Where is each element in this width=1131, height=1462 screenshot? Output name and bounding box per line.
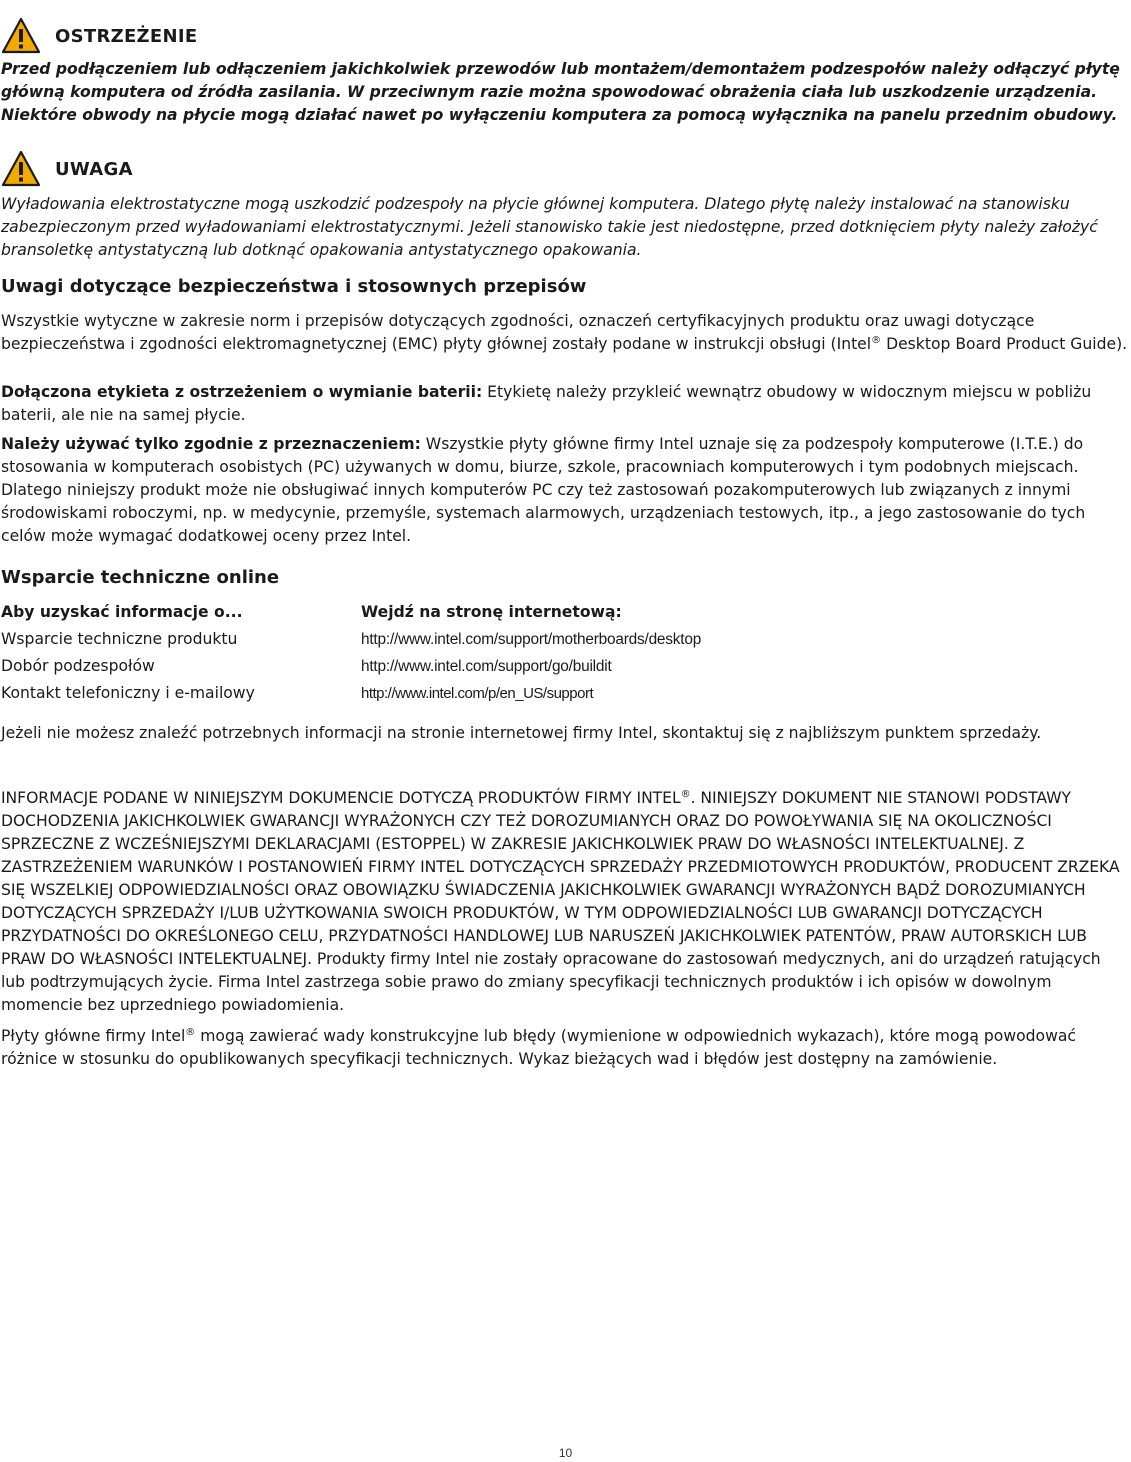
registered-mark: ® xyxy=(185,1026,196,1038)
support-topic: Wsparcie techniczne produktu xyxy=(1,630,238,648)
errata-text: Płyty główne firmy Intel xyxy=(1,1027,186,1045)
warning-triangle-icon xyxy=(1,17,41,55)
safety-paragraph-text: Wszystkie wytyczne w zakresie norm i przepisów dotyczących zgodności, oznaczeń certyfikacyjnych produktu oraz uwagi dotyczące bezpieczeństwa i zgodności elektromagnetycznej (EMC) płyty głównej zostały podane w instrukcji obsługi (Intel xyxy=(1,312,1035,353)
legal-disclaimer-text-end: . NINIEJSZY DOKUMENT NIE STANOWI PODSTAWY DOCHODZENIA JAKICHKOLWIEK GWARANCJI WYRAŻONYCH CZY TEŻ DOROZUMIANYCH ORAZ DO POWOŁYWANIA SIĘ NA OKOLICZNOŚCI SPRZECZNE Z WCZEŚNIEJSZYMI DEKLARACJAMI (ESTOPPEL) W ZAKRESIE JAKICHKOLWIEK PRAW DO WŁASNOŚCI INTELEKTUALNEJ. Z ZASTRZEŻENIEM WARUNKÓW I POSTANOWIEŃ FIRMY INTEL DOTYCZĄCYCH SPRZEDAŻY PRZEDMIOTOWYCH PRODUKTÓW, PRODUCENT ZRZEKA SIĘ WSZELKIEJ ODPOWIEDZIALNOŚCI ORAZ OBOWIĄZKU ŚWIADCZENIA JAKICHKOLWIEK GWARANCJI WYRAŻONYCH BĄDŹ DOROZUMIANYCH DOTYCZĄCYCH SPRZEDAŻY I/LUB UŻYTKOWANIA SWOICH PRODUKTÓW, W TYM ODPOWIEDZIALNOŚCI LUB GWARANCJI DOTYCZĄCYCH PRZYDATNOŚCI DO OKREŚLONEGO CELU, PRZYDATNOŚCI HANDLOWEJ LUB NARUSZEŃ JAKICHKOLWIEK PATENTÓW, PRAW AUTORSKICH LUB PRAW DO WŁASNOŚCI INTELEKTUALNEJ. Produkty firmy Intel nie zostały opracowane do zastosowań medycznych, ani do urządzeń ratujących lub podtrzymujących życie. Firma Intel zastrzega sobie prawo do zmiany specyfikacji technicznych produktów i ich opisów w dowolnym momencie bez uprzedniego powiadomienia. xyxy=(1,789,1120,1014)
support-heading: Wsparcie techniczne online xyxy=(1,567,280,588)
warning-section xyxy=(1,14,1129,127)
safety-heading: Uwagi dotyczące bezpieczeństwa i stosownych przepisów xyxy=(1,276,587,297)
support-note: Jeżeli nie możesz znaleźć potrzebnych informacji na stronie internetowej firmy Intel, skontaktuj się z najbliższym punktem sprzedaży. xyxy=(1,724,1042,742)
table-row xyxy=(1,626,1129,653)
battery-paragraph xyxy=(1,381,1129,427)
support-topic: Dobór podzespołów xyxy=(1,657,155,675)
warning-header xyxy=(1,14,1129,58)
legal-disclaimer-text: INFORMACJE PODANE W NINIEJSZYM DOKUMENCIE DOTYCZĄ PRODUKTÓW FIRMY INTEL xyxy=(1,789,681,807)
caution-header xyxy=(1,147,1129,191)
page-number: 10 xyxy=(558,1446,573,1460)
errata-paragraph xyxy=(1,1025,1129,1071)
usage-label: Należy używać tylko zgodnie z przeznaczeniem: xyxy=(1,435,421,453)
support-link[interactable]: http://www.intel.com/p/en_US/support xyxy=(361,685,594,702)
warning-text: Przed podłączeniem lub odłączeniem jakichkolwiek przewodów lub montażem/demontażem podzespołów należy odłączyć płytę główną komputera od źródła zasilania. W przeciwnym razie można spowodować obrażenia ciała lub uszkodzenie urządzenia. Niektóre obwody na płycie mogą działać nawet po wyłączeniu komputera za pomocą wyłącznika na panelu przednim obudowy. xyxy=(1,60,1120,124)
registered-mark: ® xyxy=(680,788,691,800)
legal-disclaimer xyxy=(1,787,1129,1017)
support-link[interactable]: http://www.intel.com/support/motherboards/desktop xyxy=(361,631,702,648)
support-link[interactable]: http://www.intel.com/support/go/buildit xyxy=(361,658,612,675)
support-table xyxy=(1,599,1129,707)
caution-text: Wyładowania elektrostatyczne mogą uszkodzić podzespoły na płycie głównej komputera. Dlatego płytę należy instalować na stanowisku zabezpieczonym przed wyładowaniami elektrostatycznymi. Jeżeli stanowisko takie jest niedostępne, przed dotknięciem płyty należy założyć bransoletkę antystatyczną lub dotknąć opakowania antystatycznego opakowania. xyxy=(1,195,1098,259)
table-row xyxy=(1,680,1129,707)
caution-title: UWAGA xyxy=(55,158,133,180)
safety-paragraph xyxy=(1,310,1129,356)
url-column-header: Wejdź na stronę internetową: xyxy=(361,603,622,621)
usage-text: Wszystkie płyty główne firmy Intel uznaje się za podzespoły komputerowe (I.T.E.) do stosowania w komputerach osobistych (PC) używanych w domu, biurze, szkole, pracowniach komputerowych i tym podobnych miejscach. Dlatego niniejszy produkt może nie obsługiwać innych komputerów PC czy też zastosowań pozakomputerowych lub związanych z innymi środowiskami roboczymi, np. w medycynie, przemyśle, systemach alarmowych, urządzeniach testowych, itp., a jego zastosowanie do tych celów może wymagać dodatkowej oceny przez Intel. xyxy=(1,435,1086,545)
battery-text: Etykietę należy przykleić wewnątrz obudowy w widocznym miejscu w pobliżu baterii, ale nie na samej płycie. xyxy=(1,383,1092,424)
topic-column-header: Aby uzyskać informacje o... xyxy=(1,603,243,621)
battery-label: Dołączona etykieta z ostrzeżeniem o wymianie baterii: xyxy=(1,383,483,401)
warning-triangle-icon xyxy=(1,150,41,188)
support-table-header xyxy=(1,599,1129,626)
support-topic: Kontakt telefoniczny i e-mailowy xyxy=(1,684,255,702)
usage-paragraph xyxy=(1,433,1129,548)
errata-text-end: mogą zawierać wady konstrukcyjne lub błędy (wymienione w odpowiednich wykazach), które mogą powodować różnice w stosunku do opublikowanych specyfikacji technicznych. Wykaz bieżących wad i błędów jest dostępny na zamówienie. xyxy=(1,1027,1076,1068)
caution-section xyxy=(1,147,1129,262)
warning-title: OSTRZEŻENIE xyxy=(55,25,198,47)
registered-mark: ® xyxy=(871,334,882,346)
table-row xyxy=(1,653,1129,680)
safety-paragraph-text-end: Desktop Board Product Guide). xyxy=(881,335,1128,353)
